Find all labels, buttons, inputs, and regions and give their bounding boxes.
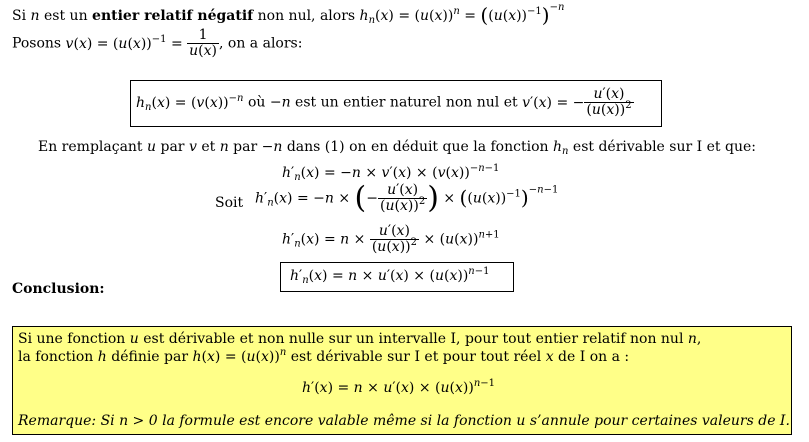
theorem-line-1: Si une fonction u est dérivable et non nulle sur un intervalle I, pour tout entier relatif non nul n, [18,331,702,347]
intro-line-2: Posons $v(x) = (u(x))^{-1}$ = $\frac{1}{u(x)}$ , on a alors: [12,27,303,59]
text: En remplaçant [38,139,148,155]
fraction: $\frac{u'(x)}{(u(x))^2}$ [586,86,632,118]
theorem-remark: Remarque: Si n > 0 la formule est encore valable même si la fonction u s’annule pour certaines valeurs de I. [18,413,790,429]
text: , [696,331,702,347]
fraction: $\frac{u'(x)}{(u(x))^2}$ [380,182,426,214]
conclusion-heading: Conclusion: [12,281,105,297]
text: Si [12,8,31,24]
derivation-step-3: $h'_n(x) = n$ × $\frac{u'(x)}{(u(x))^2}$ × $(u(x))^{n+1}$ [282,223,500,255]
text: définie par [106,349,193,365]
fraction: $\frac{u'(x)}{(u(x))^2}$ [371,223,417,255]
text: de I on a : [553,349,630,365]
text: non nul, alors [253,8,360,24]
boxed-definition-content: $h_n(x) = (v(x))^{-n}$ où −n est un entier naturel non nul et v′(x) = − $\frac{u'(x)}{(u(x))^2}$ [136,86,632,118]
text: est dérivable sur I et que: [568,139,756,155]
bold-term: entier relatif négatif [92,8,254,24]
fraction: $\frac{1}{u(x)}$ [189,27,218,59]
text: par − [228,139,274,155]
text: Si une fonction [18,331,130,347]
text: est dérivable sur I et pour tout réel [286,349,546,365]
soit-label: Soit [215,195,244,211]
text: la fonction [18,349,98,365]
text: est un [39,8,93,24]
theorem-line-2: la fonction h définie par $h(x) = (u(x))^n$ est dérivable sur I et pour tout réel x de I on a : [18,347,630,365]
boxed-result-content: $h'_n(x) = n \times u'(x) \times (u(x))^{n-1}$ [290,266,490,286]
derivation-step-2: $h'_n(x) = -n$ × (− $\frac{u'(x)}{(u(x))^2}$ ) × $((u(x))^{-1})^{-n-1}$ [255,180,559,216]
text: est dérivable et non nulle sur un intervalle I, pour tout entier relatif non nul [138,331,688,347]
derivation-step-1: $h'_n(x) = -n \times v'(x) \times (v(x))^{-n-1}$ [282,163,500,183]
text: où − [243,94,282,111]
text: par [156,139,189,155]
theorem-formula: $h'(x) = n \times u'(x) \times (u(x))^{n-1}$ [302,378,496,396]
text: est un entier naturel non nul et [290,94,523,111]
replacement-line: En remplaçant u par v et n par −n dans (1) on en déduit que la fonction $h_n$ est dérivable sur I et que: [38,139,756,157]
text: , on a alors: [219,35,303,52]
text: dans (1) on en déduit que la fonction [282,139,553,155]
intro-line-1: Si n est un entier relatif négatif non nul, alors $h_n(x) = (u(x))^n = ((u(x))^{-1})^{-n}$ [12,2,565,27]
text: Posons [12,35,66,52]
text: et [196,139,220,155]
